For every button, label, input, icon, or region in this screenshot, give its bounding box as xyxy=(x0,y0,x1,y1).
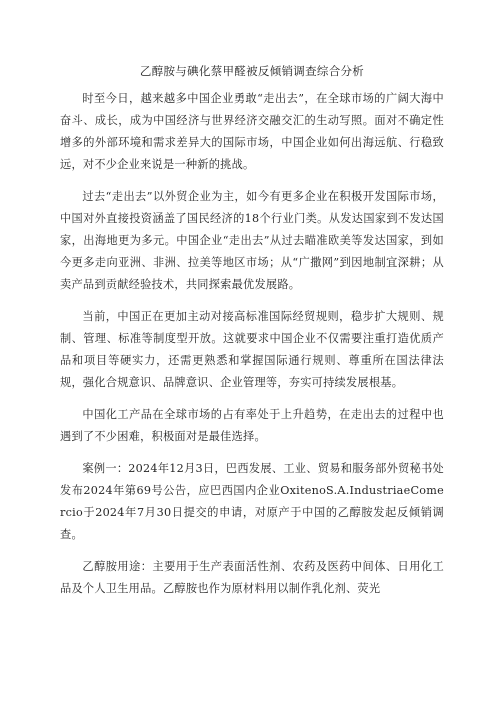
paragraph-ethanolamine-uses: 乙醇胺用途：主要用于生产表面活性剂、农药及医药中间体、日用化工品及个人卫生用品。乙醇胺也作为原材料用以制作乳化剂、荧光 xyxy=(60,560,444,595)
paragraph-going-global: 过去“走出去”以外贸企业为主，如今有更多企业在积极开发国际市场，中国对外直接投资涵盖了国民经济的18个行业门类。从发达国家到不发达国家，出海地更为多元。中国企业“走出去”从过去瞄准欧美等发达国家，到如今更多走向亚洲、非洲、拉美等地区市场；从“广撒网”到因地制宜深耕；从卖产品到贡献经验技术，共同探索最优发展路。 xyxy=(60,190,444,291)
paragraph-chemical-market: 中国化工产品在全球市场的占有率处于上升趋势，在走出去的过程中也遇到了不少困难，积极面对是最佳选择。 xyxy=(60,408,444,443)
paragraph-intro: 时至今日，越来越多中国企业勇敢“走出去”，在全球市场的广阔大海中奋斗、成长，成为中国经济与世界经济交融交汇的生动写照。面对不确定性增多的外部环境和需求差异大的国际市场，中国企业如何出海远航、行稳致远，对不少企业来说是一种新的挑战。 xyxy=(60,92,444,171)
document-title: 乙醇胺与碘化蔡甲醛被反倾销调查综合分析 xyxy=(139,64,365,78)
paragraph-institutional-opening: 当前，中国正在更加主动对接高标准国际经贸规则，稳步扩大规则、规制、管理、标准等制度型开放。这就要求中国企业不仅需要注重打造优质产品和项目等硬实力，还需更熟悉和掌握国际通行规则、尊重所在国法律法规，强化合规意识、品牌意识、企业管理等，夯实可持续发展根基。 xyxy=(60,310,444,389)
paragraph-case-one: 案例一：2024年12月3日，巴西发展、工业、贸易和服务部外贸秘书处发布2024年第69号公告，应巴西国内企业OxitenoS.A.IndustriaeComercio于2024年7月30日提交的申请，对原产于中国的乙醇胺发起反倾销调查。 xyxy=(60,462,444,541)
